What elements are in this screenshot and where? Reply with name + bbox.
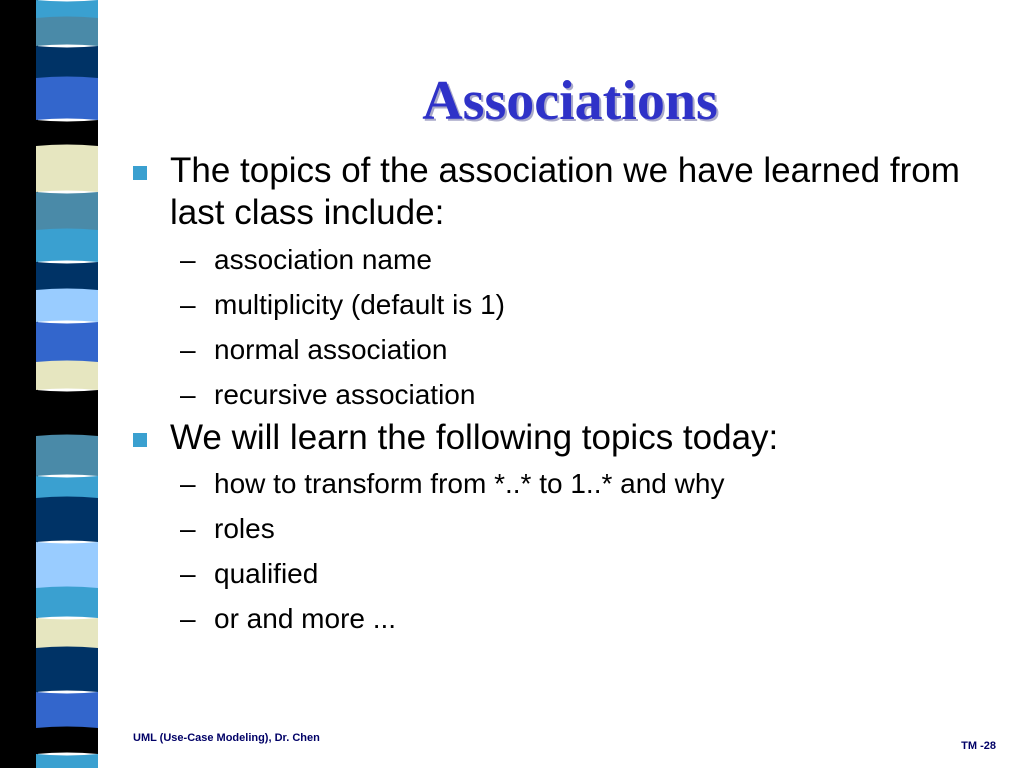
sub-bullet-text: normal association — [214, 334, 448, 365]
stripe-block — [36, 17, 98, 47]
sub-bullet-text: qualified — [214, 558, 319, 589]
stripe-block — [36, 46, 98, 80]
square-bullet-icon — [133, 433, 147, 447]
sub-bullet-text: how to transform from *..* to 1..* and why — [214, 468, 725, 499]
dash-bullet-icon: – — [180, 379, 196, 410]
stripe-graphic — [0, 0, 118, 768]
sub-bullet-item — [128, 327, 998, 372]
stripe-outer-border — [0, 0, 38, 768]
bullet-group-2 — [128, 417, 998, 641]
footer-page-number: TM -28 — [961, 740, 996, 752]
dash-bullet-icon: – — [180, 513, 196, 544]
sub-bullet-text: roles — [214, 513, 275, 544]
stripe-block — [36, 435, 98, 477]
sub-bullet-list — [128, 237, 998, 417]
stripe-block — [36, 754, 98, 768]
bullet-text: We will learn the following topics today: — [170, 418, 779, 457]
sub-bullet-item — [128, 506, 998, 551]
bullet-text: The topics of the association we have learned from last class include: — [170, 151, 960, 232]
bullet-item — [128, 150, 998, 234]
dash-bullet-icon: – — [180, 603, 196, 634]
stripe-block — [36, 542, 98, 590]
stripe-block — [36, 497, 98, 543]
sub-bullet-item — [128, 237, 998, 282]
stripe-block — [36, 262, 98, 292]
stripe-block — [36, 476, 98, 500]
slide-title: Associations — [422, 70, 718, 132]
decorative-stripe-band — [0, 0, 118, 768]
stripe-block — [36, 692, 98, 730]
dash-bullet-icon: – — [180, 244, 196, 275]
sub-bullet-text: or and more ... — [214, 603, 397, 634]
footer-course-label: UML (Use-Case Modeling), Dr. Chen — [133, 732, 320, 744]
stripe-block — [36, 145, 98, 193]
sub-bullet-item — [128, 282, 998, 327]
bullet-group-1 — [128, 150, 998, 417]
sub-bullet-text: multiplicity (default is 1) — [214, 289, 505, 320]
sub-bullet-text: association name — [214, 244, 432, 275]
sub-bullet-item — [128, 596, 998, 641]
sub-bullet-list — [128, 461, 998, 641]
slide-body — [128, 150, 998, 641]
stripe-right-edge — [98, 0, 118, 768]
stripe-block — [36, 192, 98, 232]
stripe-block — [36, 727, 98, 755]
sub-bullet-item — [128, 461, 998, 506]
sub-bullet-item — [128, 372, 998, 417]
stripe-block — [36, 361, 98, 391]
sub-bullet-text: recursive association — [214, 379, 476, 410]
dash-bullet-icon: – — [180, 468, 196, 499]
bullet-item — [128, 417, 998, 459]
sub-bullet-item — [128, 551, 998, 596]
stripe-block — [36, 390, 98, 438]
stripe-block — [36, 587, 98, 619]
dash-bullet-icon: – — [180, 558, 196, 589]
stripe-block — [36, 322, 98, 364]
dash-bullet-icon: – — [180, 289, 196, 320]
square-bullet-icon — [133, 166, 147, 180]
stripe-block — [36, 120, 98, 148]
stripe-block — [36, 647, 98, 693]
stripe-block — [36, 77, 98, 121]
stripe-block — [36, 618, 98, 650]
stripe-block — [36, 289, 98, 323]
stripe-block — [36, 229, 98, 263]
dash-bullet-icon: – — [180, 334, 196, 365]
